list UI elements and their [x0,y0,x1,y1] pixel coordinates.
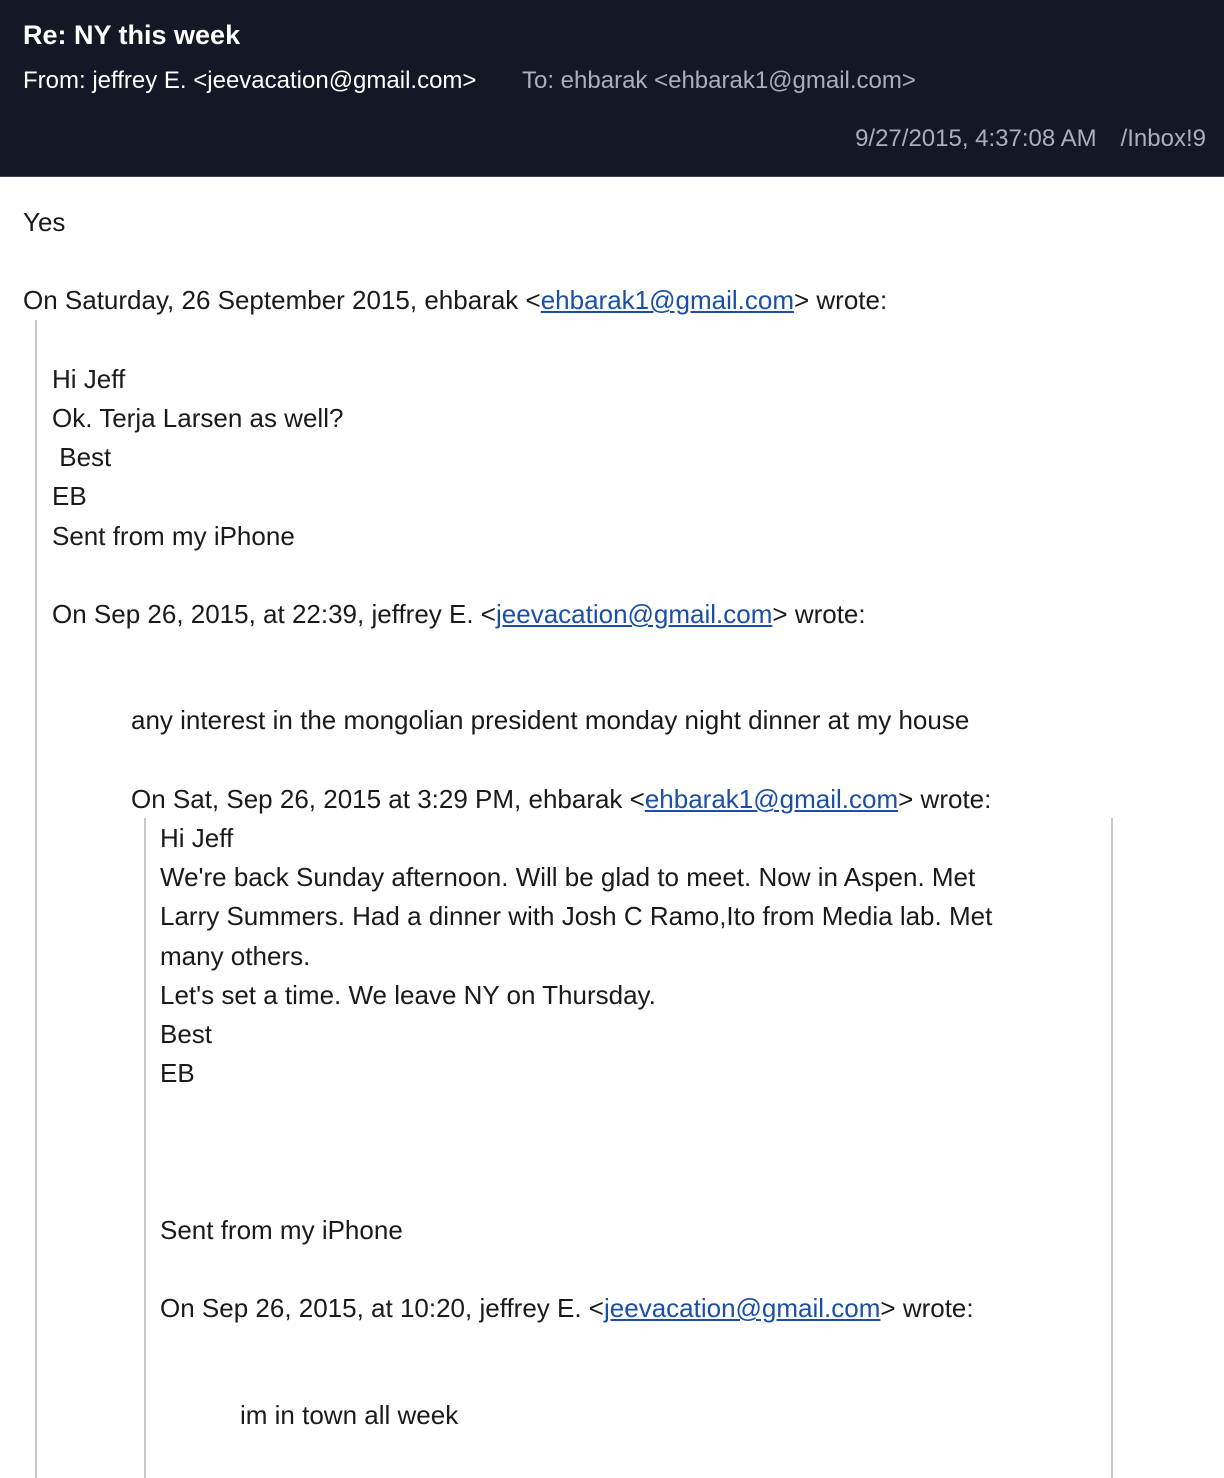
quote-intro-4 [160,1293,974,1323]
email-header [0,0,1224,177]
quote-intro-3-post: > wrote: [898,784,992,814]
quote-intro-1-post: > wrote: [794,285,888,315]
quote-1-line: Sent from my iPhone [52,521,295,551]
email-subject: Re: NY this week [23,20,241,50]
quote-intro-2 [52,599,866,629]
email-link[interactable]: ehbarak1@gmail.com [644,784,899,814]
quote-bar-2-right [1111,818,1113,1478]
quote-1-line: Hi Jeff [52,364,126,394]
quote-3-line: Best [160,1019,213,1049]
quote-intro-3-pre: On Sat, Sep 26, 2015 at 3:29 PM, ehbarak < [131,784,645,814]
quote-3-line: many others. [160,941,311,971]
quote-2-text: any interest in the mongolian president monday night dinner at my house [131,705,970,735]
email-link[interactable]: jeevacation@gmail.com [604,1293,881,1323]
quote-intro-2-pre: On Sep 26, 2015, at 22:39, jeffrey E. < [52,599,496,629]
email-meta [855,125,1206,153]
quote-4-text: im in town all week [240,1400,459,1430]
quote-intro-4-post: > wrote: [880,1293,974,1323]
email-to: To: ehbarak <ehbarak1@gmail.com> [522,67,916,94]
email-from: From: jeffrey E. <jeevacation@gmail.com> [23,67,477,94]
quote-1-line: Ok. Terja Larsen as well? [52,403,344,433]
email-date: 9/27/2015, 4:37:08 AM [855,125,1097,152]
quote-1-line: EB [52,481,87,511]
quote-3-line: Hi Jeff [160,823,234,853]
quote-bar-2-left [144,818,146,1478]
quote-1-line: Best [52,442,112,472]
quote-intro-1 [23,285,887,315]
quote-intro-1-pre: On Saturday, 26 September 2015, ehbarak < [23,285,541,315]
quote-intro-4-pre: On Sep 26, 2015, at 10:20, jeffrey E. < [160,1293,604,1323]
quote-3-line: EB [160,1058,195,1088]
reply-text: Yes [23,207,66,237]
quote-bar-1 [35,320,37,1478]
email-body [0,178,1224,1478]
quote-3-line: Larry Summers. Had a dinner with Josh C Ramo,Ito from Media lab. Met [160,901,993,931]
email-folder: /Inbox!9 [1120,125,1206,152]
quote-intro-3 [131,784,991,814]
quote-3-signature: Sent from my iPhone [160,1215,403,1245]
email-link[interactable]: jeevacation@gmail.com [496,599,773,629]
quote-3-line: We're back Sunday afternoon. Will be glad to meet. Now in Aspen. Met [160,862,976,892]
email-link[interactable]: ehbarak1@gmail.com [540,285,794,315]
quote-3-line: Let's set a time. We leave NY on Thursday. [160,980,656,1010]
quote-intro-2-post: > wrote: [772,599,866,629]
